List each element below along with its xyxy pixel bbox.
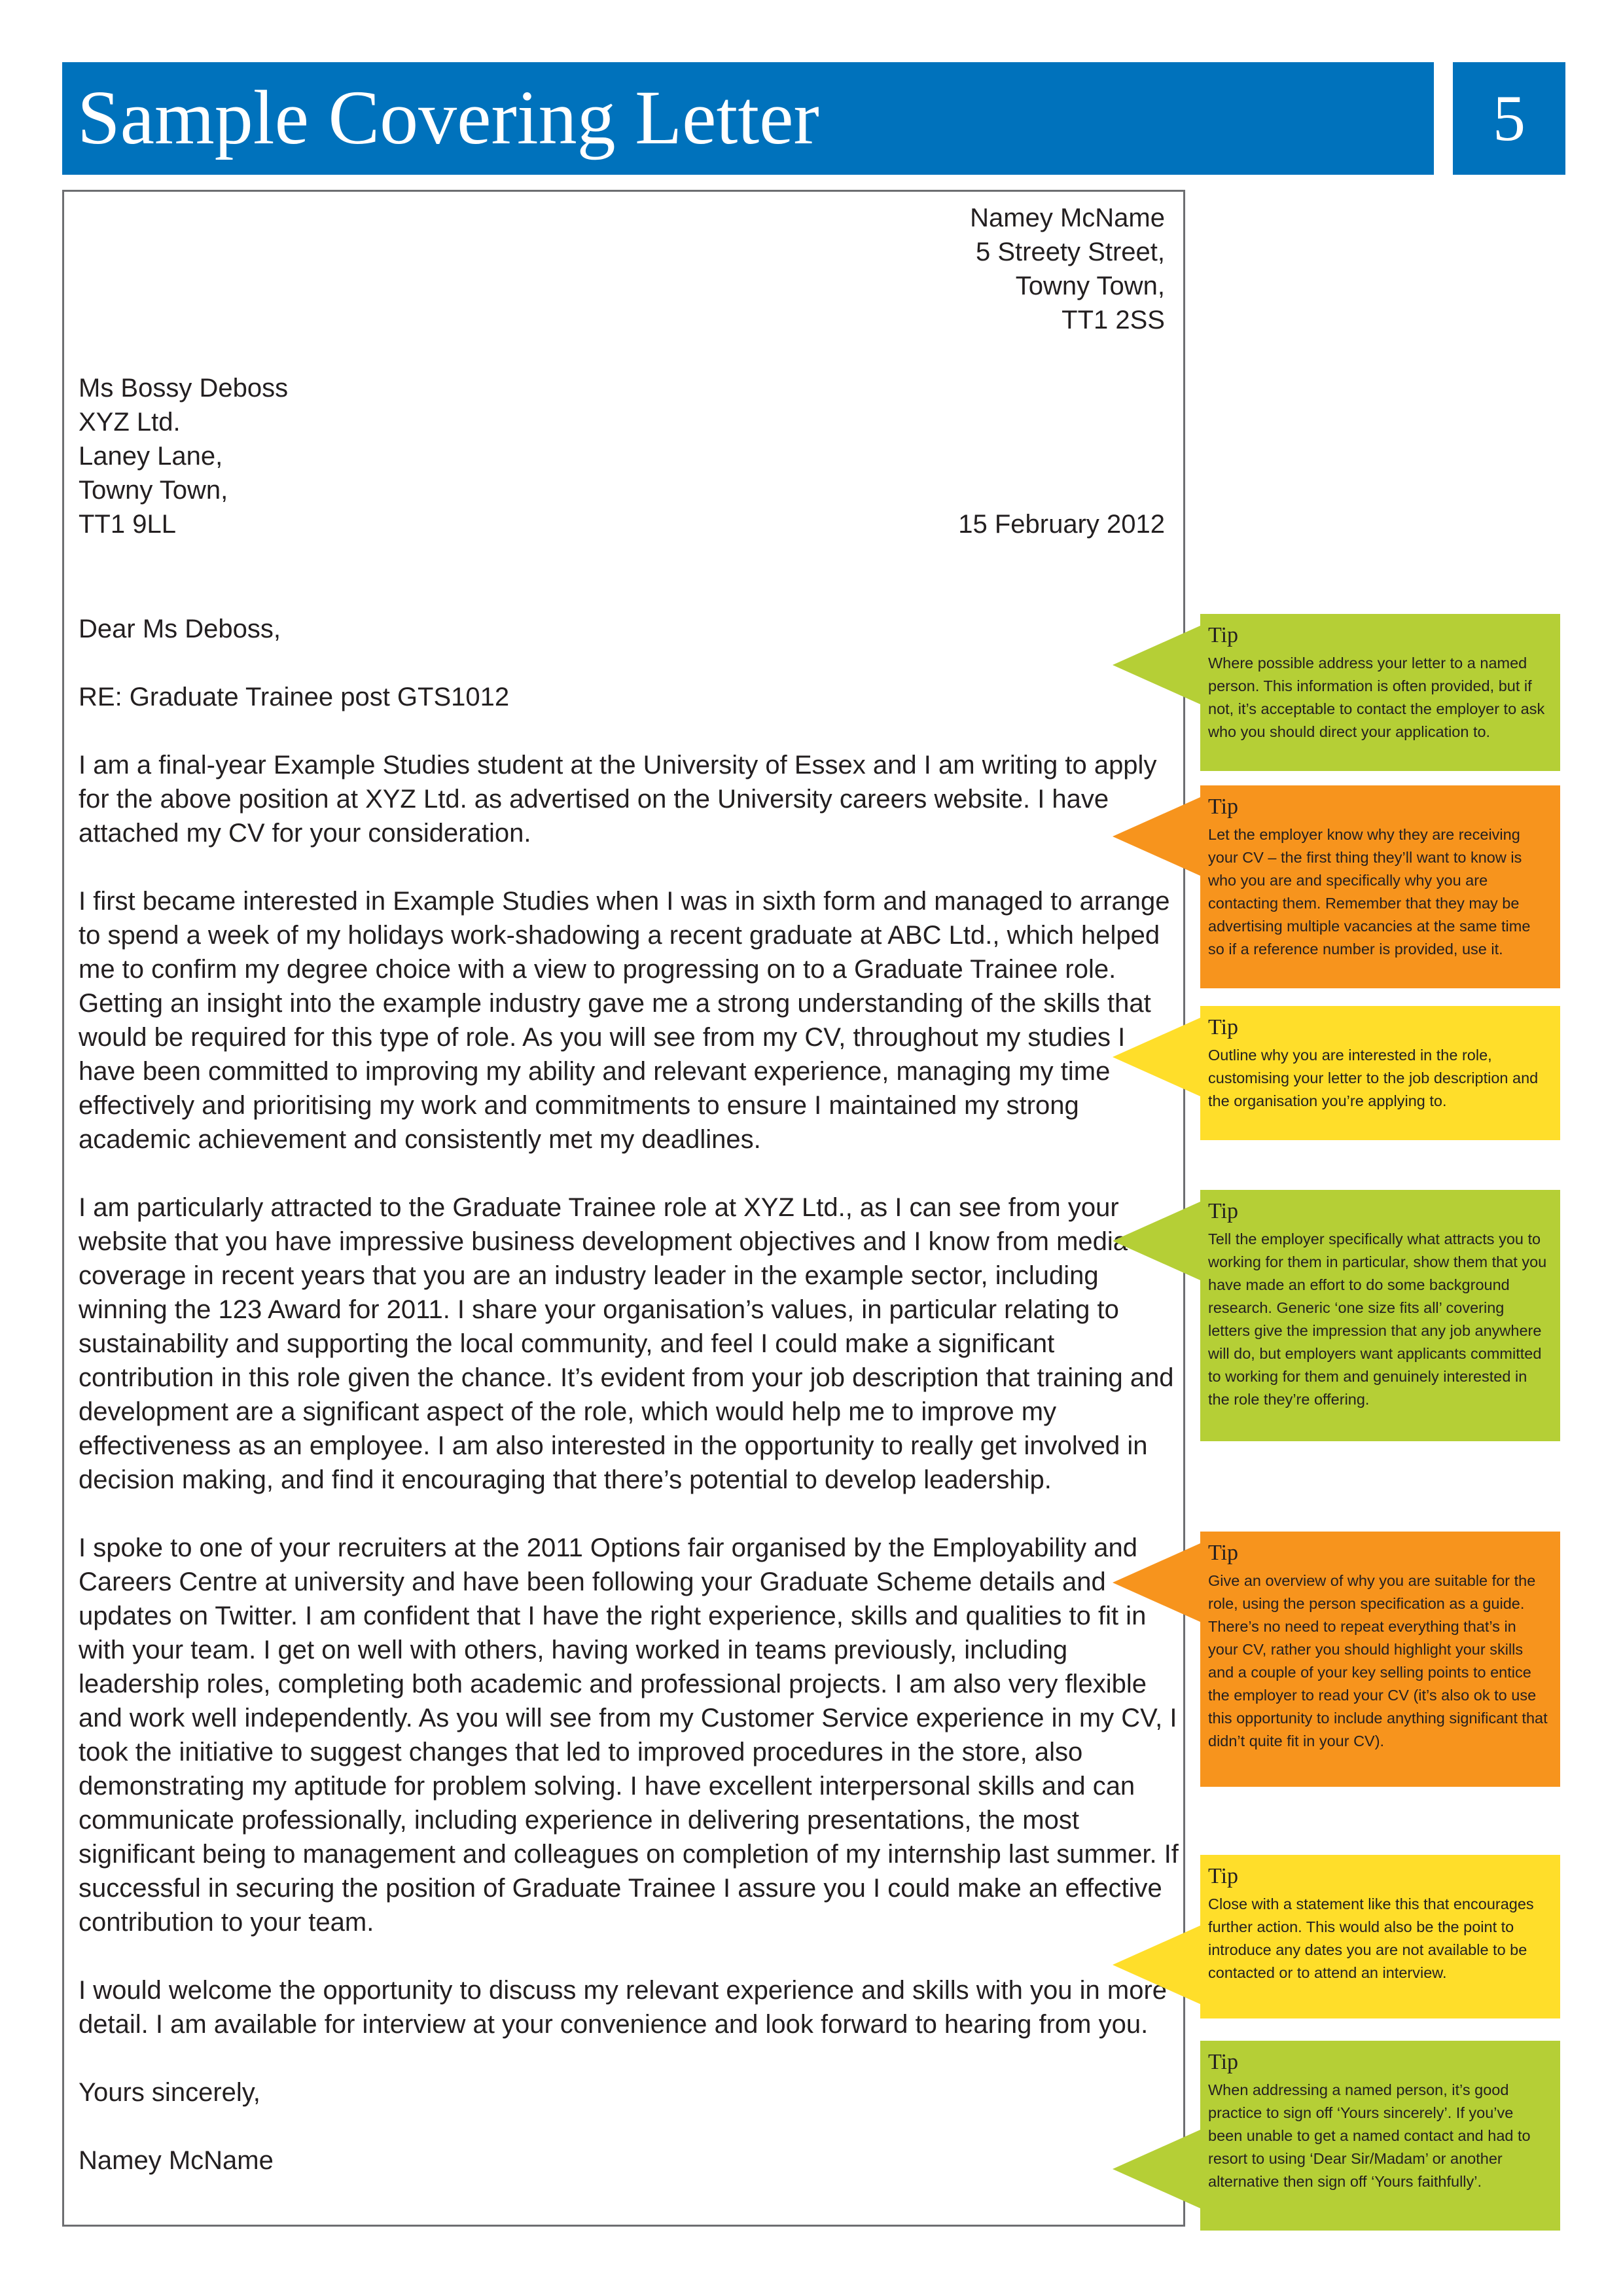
tip-box-why-interested <box>1200 1006 1560 1140</box>
tip-pointer <box>1113 626 1200 704</box>
tip-box-why-contacting <box>1200 785 1560 988</box>
tip-text: Let the employer know why they are receiving your CV – the first thing they’ll want to know is who you are and specifically why you are contacting them. Remember that they may be advertising multiple vacancies at the same time so if a reference number is provided, use it. <box>1208 826 1531 958</box>
tip-pointer <box>1113 1926 1200 2004</box>
page-title: Sample Covering Letter <box>77 75 819 160</box>
interest-paragraph: I first became interested in Example Studies when I was in sixth form and managed to arrange to spend a week of my holidays work-shadowing a recent graduate at ABC Ltd., which helped me to confirm my degree choice with a view to progressing on to a Graduate Trainee role. Getting an insight into the example industry gave me a strong understanding of the skills that would be required for this type of role. As you will see from my CV, throughout my studies I have been committed to improving my ability and relevant experience, managing my time effectively and prioritising my work and commitments to ensure I maintained my strong academic achievement and consistently met my deadlines. <box>79 887 1170 1154</box>
tip-text: Close with a statement like this that encourages further action. This would also be the point to introduce any dates you are not available to be contacted or to attend an interview. <box>1208 1895 1534 1981</box>
tip-box-sign-off <box>1200 2041 1560 2231</box>
signature-name: Namey McName <box>79 2146 274 2175</box>
tip-box-closing-statement <box>1200 1855 1560 2018</box>
tip-text: Where possible address your letter to a named person. This information is often provided, but if not, it’s acceptable to contact the employer to ask who you should direct your application to. <box>1208 655 1545 740</box>
tip-title: Tip <box>1208 623 1239 647</box>
tip-title: Tip <box>1208 1864 1239 1888</box>
attraction-paragraph: I am particularly attracted to the Graduate Trainee role at XYZ Ltd., as I can see from your website that you have impressive business development objectives and I know from media coverage in recent years that you are an industry leader in the example sector, including winning the 123 Award for 2011. I share your organisation’s values, in particular relating to sustainability and supporting the local community, and feel I could make a significant contribution in this role given the chance. It’s evident from your job description that training and development are a significant aspect of the role, which would help me to improve my effectiveness as an employee. I am also interested in the opportunity to really get involved in decision making, and find it encouraging that there’s potential to develop leadership. <box>79 1193 1174 1494</box>
tip-box-suitability <box>1200 1532 1560 1787</box>
sign-off: Yours sincerely, <box>79 2078 260 2107</box>
tip-title: Tip <box>1208 1541 1239 1565</box>
letter-date: 15 February 2012 <box>958 510 1165 539</box>
tip-title: Tip <box>1208 1199 1239 1223</box>
tip-text: Give an overview of why you are suitable for the role, using the person specification as a guide. There’s no need to repeat everything that’s in your CV, rather you should highlight your skills and a couple of your key selling points to entice the employer to read your CV (it’s also ok to use this opportunity to include anything significant that didn’t quite fit in your CV). <box>1208 1572 1548 1749</box>
page-number: 5 <box>1493 82 1525 154</box>
tip-pointer <box>1113 2130 1200 2208</box>
tip-title: Tip <box>1208 1015 1239 1039</box>
tip-pointer <box>1113 797 1200 876</box>
tip-title: Tip <box>1208 795 1239 819</box>
tip-pointer <box>1113 1543 1200 1622</box>
subject-line: RE: Graduate Trainee post GTS1012 <box>79 683 510 711</box>
tip-box-address-named-person <box>1200 614 1560 771</box>
closing-paragraph: I would welcome the opportunity to discuss my relevant experience and skills with you in more detail. I am available for interview at your convenience and look forward to hearing from you. <box>79 1976 1168 2039</box>
tip-text: When addressing a named person, it’s good practice to sign off ‘Yours sincerely’. If you’ve been unable to get a named contact and had to resort to using ‘Dear Sir/Madam’ or another alternative then sign off ‘Yours faithfully’. <box>1208 2081 1531 2190</box>
suitability-paragraph: I spoke to one of your recruiters at the 2011 Options fair organised by the Employability and Careers Centre at university and have been following your Graduate Scheme details and updates on Twitter. I am confident that I have the right experience, skills and qualities to fit in with your team. I get on well with others, having worked in teams previously, including leadership roles, completing both academic and professional projects. I am also very flexible and work well independently. As you will see from my Customer Service experience in my CV, I took the initiative to suggest changes that led to improved procedures in the store, also demonstrating my aptitude for problem solving. I have excellent interpersonal skills and can communicate professionally, including experience in delivering presentations, the most significant being to management and colleagues on completion of my internship last summer. If successful in securing the position of Graduate Trainee I assure you I could make an effective contribution to your team. <box>79 1534 1179 1937</box>
letter-body <box>79 612 1185 2212</box>
tip-pointer <box>1113 1018 1200 1096</box>
tip-text: Outline why you are interested in the role, customising your letter to the job description and the organisation you’re applying to. <box>1208 1047 1539 1109</box>
recipient-address: Ms Bossy Deboss XYZ Ltd. Laney Lane, Towny Town, TT1 9LL <box>79 374 289 539</box>
tip-text: Tell the employer specifically what attracts you to working for them in particular, show them that you have made an effort to do some background research. Generic ‘one size fits all’ covering letters give the impression that any job anywhere will do, but employers want applicants committed to working for them and genuinely interested in the role they’re offering. <box>1208 1230 1547 1408</box>
tip-title: Tip <box>1208 2050 1239 2074</box>
letter-box <box>62 190 1185 2227</box>
tip-box-what-attracts <box>1200 1190 1560 1441</box>
sender-address: Namey McName 5 Streety Street, Towny Town, TT1 2SS <box>970 204 1165 334</box>
tip-pointer <box>1113 1202 1200 1280</box>
page-number-box <box>1453 62 1565 175</box>
intro-paragraph: I am a final-year Example Studies student at the University of Essex and I am writing to apply for the above position at XYZ Ltd. as advertised on the University careers website. I have attached my CV for your consideration. <box>79 751 1157 848</box>
salutation: Dear Ms Deboss, <box>79 615 281 643</box>
